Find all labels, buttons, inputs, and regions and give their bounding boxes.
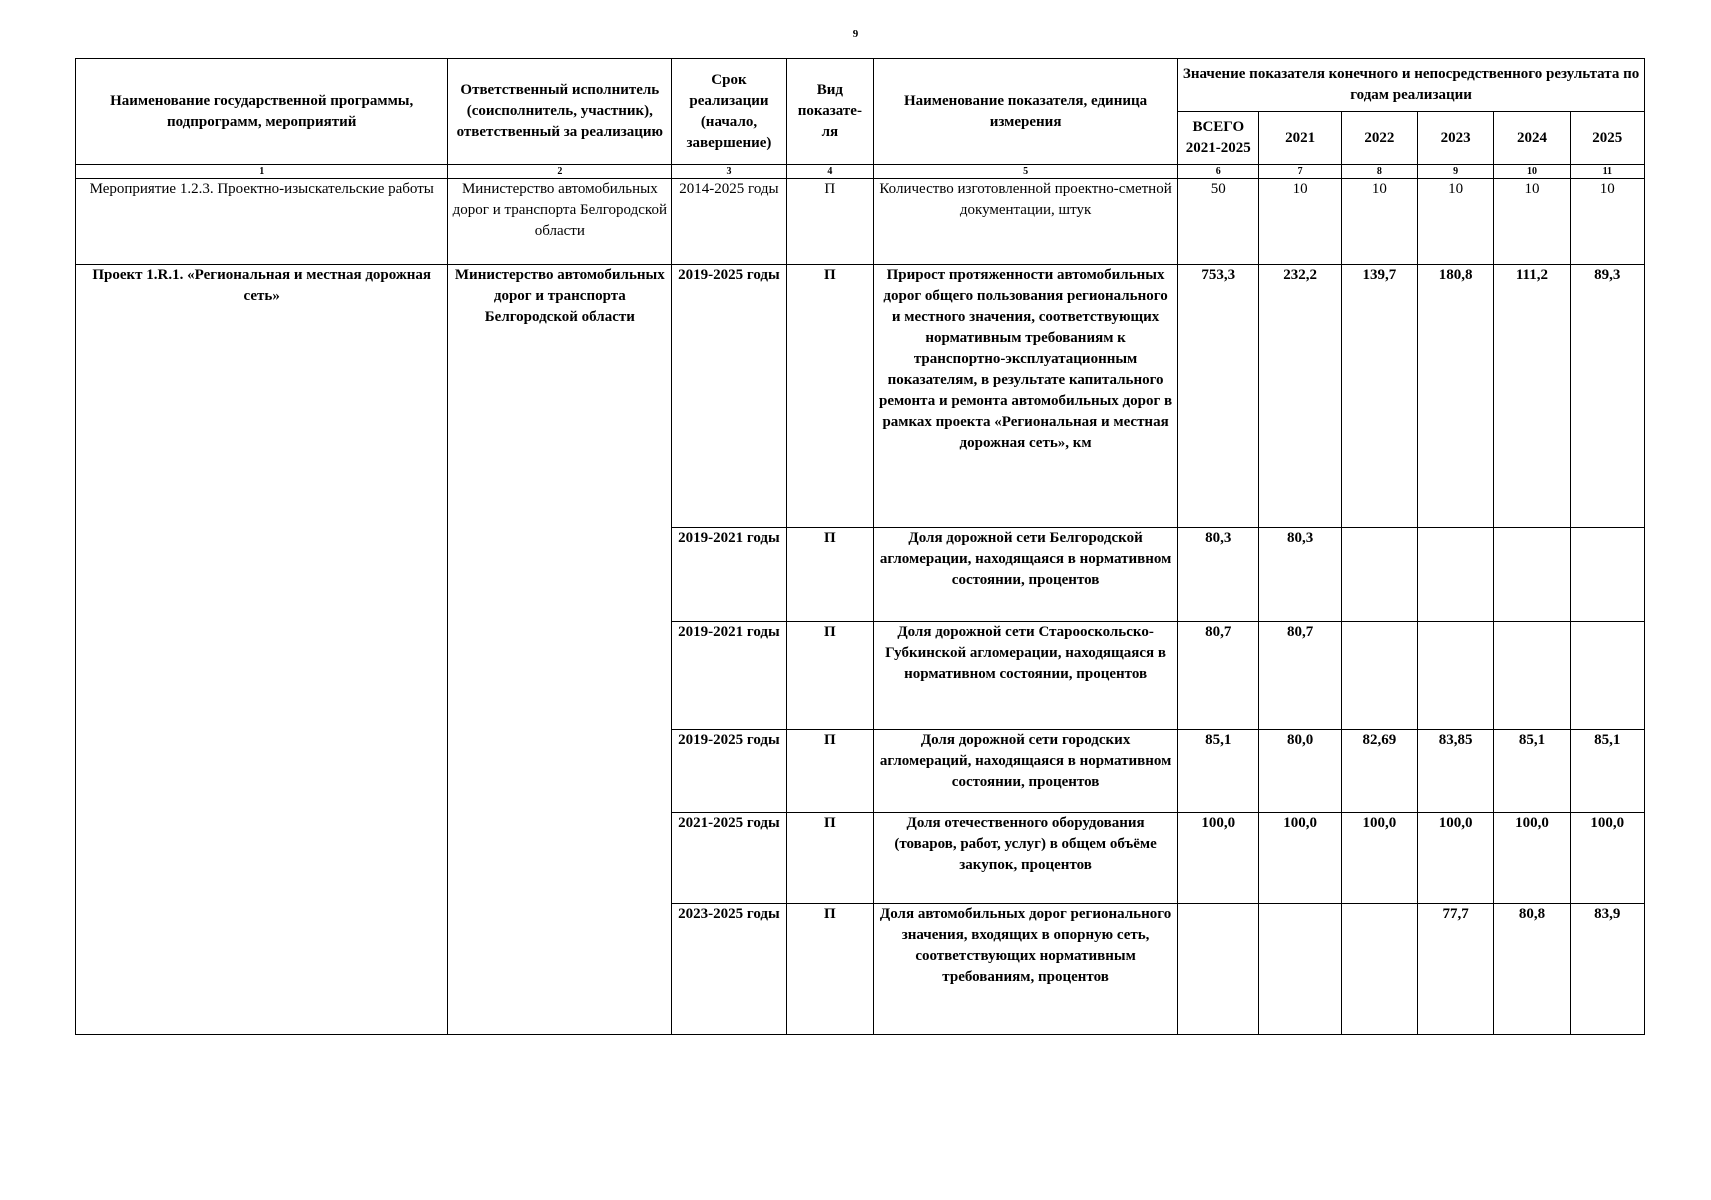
value-cell: 100,0 [1341, 813, 1417, 904]
value-cell: 82,69 [1341, 730, 1417, 813]
column-number: 3 [672, 165, 786, 179]
executor-name: Министерство автомобильных дорог и транспорта Белгородской области [448, 179, 672, 265]
value-total: 80,7 [1178, 622, 1259, 730]
value-cell: 83,9 [1570, 904, 1644, 1035]
indicator-cell: Прирост протяженности автомобильных дорог общего пользования регионального и местного значения, соответствующих нормативным требованиям к транспортно-эксплуатационным показателям, в результате капитального ремонта и ремонта автомобильных дорог в рамках проекта «Региональная и местная дорожная сеть», км [874, 265, 1178, 528]
type-cell: П [786, 528, 873, 622]
indicator-cell: Количество изготовленной проектно-сметной документации, штук [874, 179, 1178, 265]
header-indicator: Наименование показателя, единица измерения [874, 59, 1178, 165]
indicator-cell: Доля дорожной сети Белгородской агломерации, находящаяся в нормативном состоянии, процентов [874, 528, 1178, 622]
indicator-cell: Доля дорожной сети городских агломераций, находящаяся в нормативном состоянии, процентов [874, 730, 1178, 813]
value-cell [1341, 528, 1417, 622]
value-cell [1418, 622, 1494, 730]
value-cell [1341, 622, 1417, 730]
table-row [76, 265, 1645, 528]
type-cell: П [786, 265, 873, 528]
header-total: ВСЕГО 2021-2025 [1178, 112, 1259, 165]
value-total: 753,3 [1178, 265, 1259, 528]
term-cell: 2019-2025 годы [672, 730, 786, 813]
value-total [1178, 904, 1259, 1035]
column-number: 11 [1570, 165, 1644, 179]
value-cell: 85,1 [1494, 730, 1570, 813]
header-year: 2025 [1570, 112, 1644, 165]
indicator-cell: Доля отечественного оборудования (товаров, работ, услуг) в общем объёме закупок, процентов [874, 813, 1178, 904]
value-cell: 10 [1418, 179, 1494, 265]
type-cell: П [786, 813, 873, 904]
value-cell: 10 [1259, 179, 1341, 265]
header-executor: Ответственный исполнитель (соисполнитель, участник), ответственный за реализацию [448, 59, 672, 165]
value-cell: 80,0 [1259, 730, 1341, 813]
term-cell: 2021-2025 годы [672, 813, 786, 904]
value-cell [1570, 622, 1644, 730]
column-number: 8 [1341, 165, 1417, 179]
value-cell [1341, 904, 1417, 1035]
column-number: 5 [874, 165, 1178, 179]
header-type: Вид показате-ля [786, 59, 873, 165]
type-cell: П [786, 904, 873, 1035]
value-cell [1494, 622, 1570, 730]
term-cell: 2019-2021 годы [672, 622, 786, 730]
indicator-cell: Доля дорожной сети Старооскольско-Губкинской агломерации, находящаяся в нормативном состоянии, процентов [874, 622, 1178, 730]
value-cell: 83,85 [1418, 730, 1494, 813]
column-number: 6 [1178, 165, 1259, 179]
value-cell: 80,3 [1259, 528, 1341, 622]
value-cell [1259, 904, 1341, 1035]
value-cell: 10 [1570, 179, 1644, 265]
page-number: 9 [852, 28, 859, 40]
term-cell: 2014-2025 годы [672, 179, 786, 265]
value-cell [1570, 528, 1644, 622]
indicators-table [75, 58, 1645, 1035]
header-year: 2021 [1259, 112, 1341, 165]
column-number: 9 [1418, 165, 1494, 179]
column-number: 10 [1494, 165, 1570, 179]
value-total: 80,3 [1178, 528, 1259, 622]
type-cell: П [786, 730, 873, 813]
value-cell: 10 [1494, 179, 1570, 265]
value-cell [1494, 528, 1570, 622]
column-number: 2 [448, 165, 672, 179]
project-name: Проект 1.R.1. «Региональная и местная дорожная сеть» [76, 265, 448, 1035]
value-cell: 80,7 [1259, 622, 1341, 730]
value-cell: 80,8 [1494, 904, 1570, 1035]
value-cell: 100,0 [1418, 813, 1494, 904]
header-term: Срок реализации (начало, завершение) [672, 59, 786, 165]
term-cell: 2019-2021 годы [672, 528, 786, 622]
value-cell: 100,0 [1494, 813, 1570, 904]
value-cell: 232,2 [1259, 265, 1341, 528]
value-cell: 100,0 [1570, 813, 1644, 904]
table-row [76, 179, 1645, 265]
project-executor: Министерство автомобильных дорог и транспорта Белгородской области [448, 265, 672, 1035]
value-cell: 100,0 [1259, 813, 1341, 904]
value-cell: 180,8 [1418, 265, 1494, 528]
program-name: Мероприятие 1.2.3. Проектно-изыскательские работы [76, 179, 448, 265]
value-cell: 139,7 [1341, 265, 1417, 528]
value-cell: 85,1 [1570, 730, 1644, 813]
type-cell: П [786, 622, 873, 730]
header-year: 2023 [1418, 112, 1494, 165]
type-cell: П [786, 179, 873, 265]
value-total: 85,1 [1178, 730, 1259, 813]
value-total: 100,0 [1178, 813, 1259, 904]
header-program: Наименование государственной программы, подпрограмм, мероприятий [76, 59, 448, 165]
value-cell: 10 [1341, 179, 1417, 265]
term-cell: 2019-2025 годы [672, 265, 786, 528]
column-number: 4 [786, 165, 873, 179]
value-cell: 89,3 [1570, 265, 1644, 528]
value-total: 50 [1178, 179, 1259, 265]
value-cell: 111,2 [1494, 265, 1570, 528]
column-number: 7 [1259, 165, 1341, 179]
indicator-cell: Доля автомобильных дорог регионального значения, входящих в опорную сеть, соответствующих нормативным требованиям, процентов [874, 904, 1178, 1035]
term-cell: 2023-2025 годы [672, 904, 786, 1035]
header-year: 2024 [1494, 112, 1570, 165]
value-cell: 77,7 [1418, 904, 1494, 1035]
value-cell [1418, 528, 1494, 622]
header-year: 2022 [1341, 112, 1417, 165]
header-values-group: Значение показателя конечного и непосредственного результата по годам реализации [1178, 59, 1645, 112]
column-number: 1 [76, 165, 448, 179]
